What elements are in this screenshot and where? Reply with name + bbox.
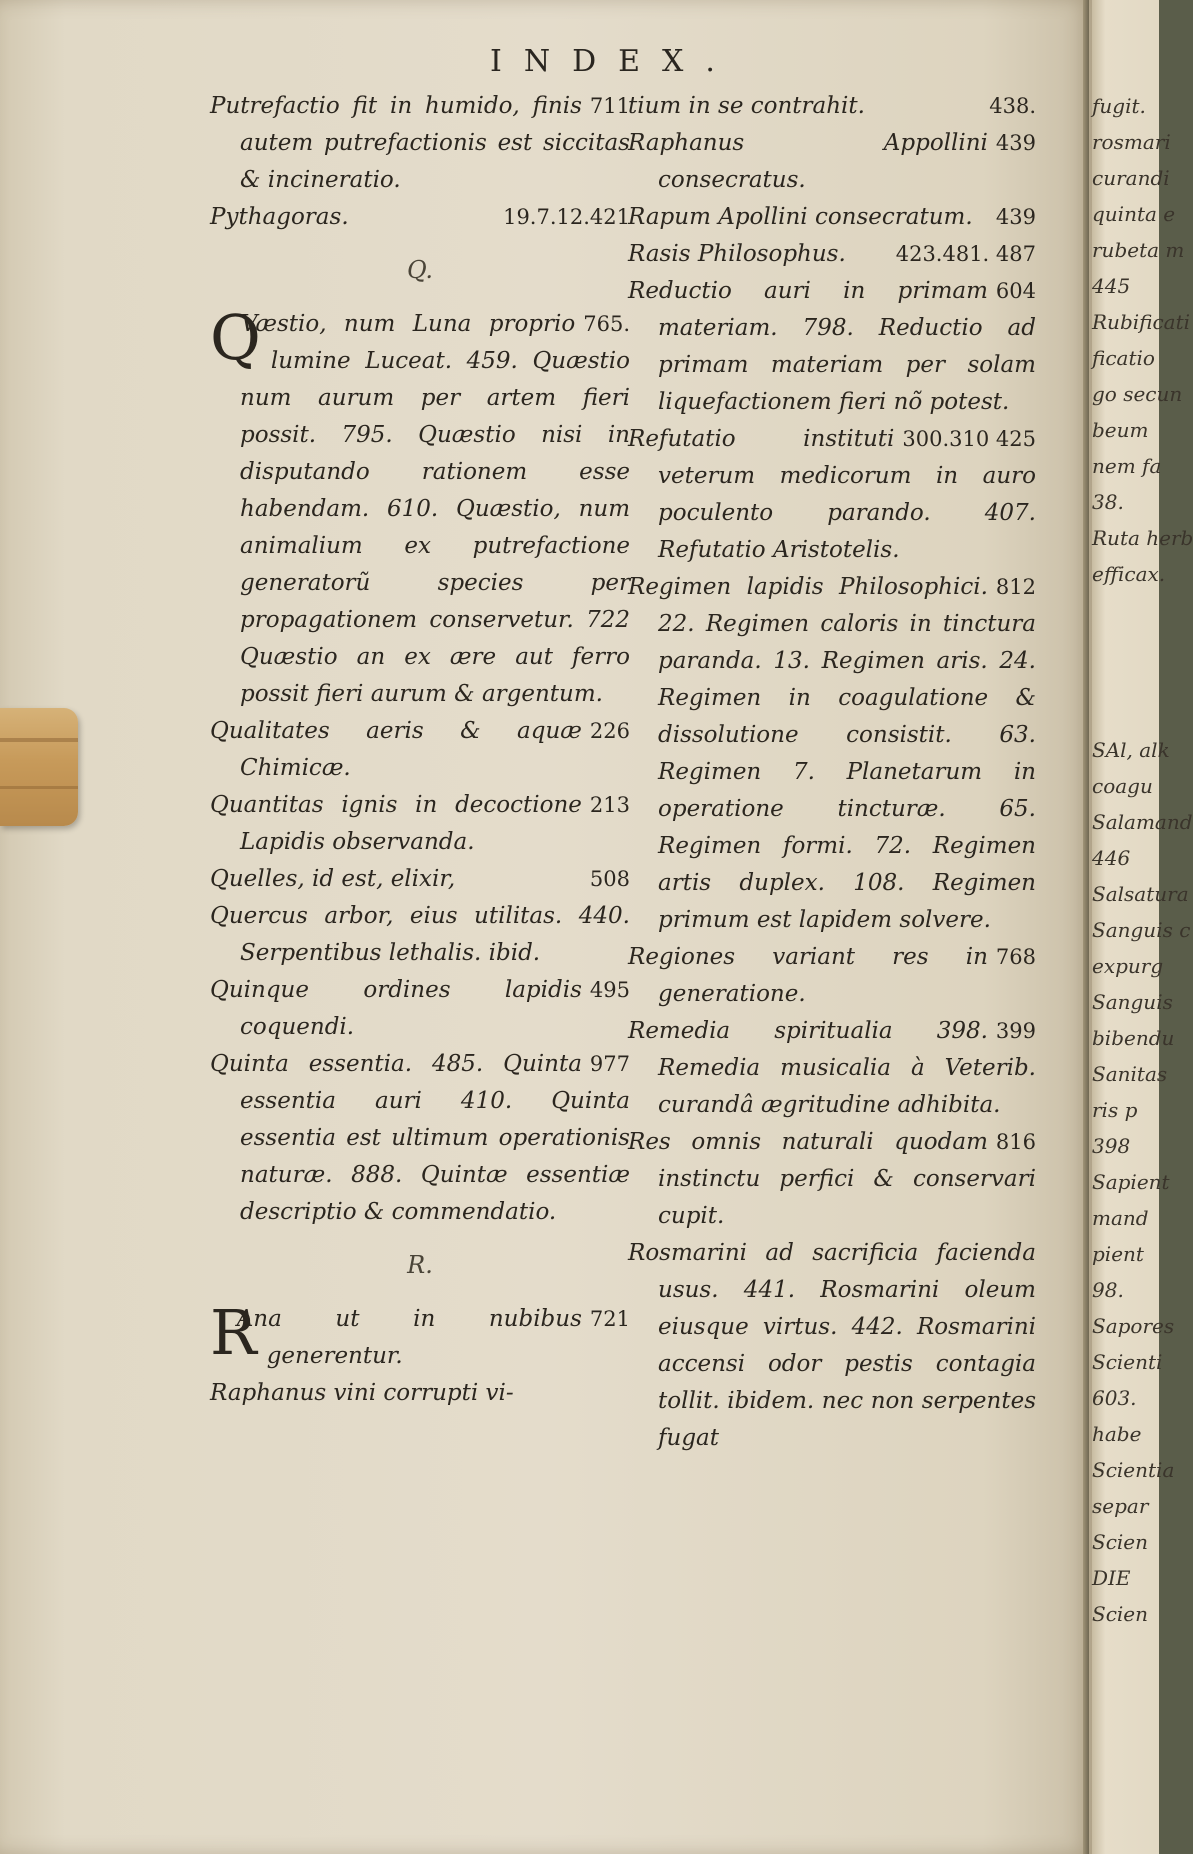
entry-text: Rasis Philosophus. — [628, 241, 846, 267]
index-entry — [628, 125, 1036, 199]
facing-page-line: DIE — [1092, 1566, 1131, 1590]
facing-page-line: nem fa — [1092, 454, 1162, 478]
entry-text: Remedia spiritualia 398. Remedia musicalia à Veterib. curandâ ægritudine adhibita. — [628, 1018, 1036, 1118]
index-entry — [210, 898, 630, 972]
facing-page-line: rosmari — [1092, 130, 1171, 154]
page-reference: 399 — [995, 1019, 1036, 1043]
index-entry — [210, 1296, 630, 1375]
page-reference: 19.7.12.421 — [503, 205, 630, 229]
entries-r-group — [210, 1296, 630, 1412]
facing-page-line: Sanguis c — [1092, 918, 1191, 942]
page-reference: 604 — [995, 279, 1036, 303]
facing-page-gap — [1070, 592, 1159, 732]
entry-text: Res omnis naturali quodam instinctu perfici & conservari cupit. — [628, 1129, 1036, 1229]
page-reference: 768 — [995, 945, 1036, 969]
facing-page-line: bibendu — [1092, 1026, 1175, 1050]
facing-page-line: 38. — [1092, 490, 1124, 514]
page-reference: 439 — [995, 205, 1036, 229]
left-column — [210, 88, 630, 1412]
entry-text: Rosmarini ad sacrificia facienda usus. 441. Rosmarini oleum eiusque virtus. 442. Rosmarini accensi odor pestis contagia tollit. ibidem. nec non serpentes fugat — [628, 1240, 1036, 1451]
facing-page-line: beum — [1092, 418, 1149, 442]
facing-page-column — [1070, 88, 1193, 1632]
facing-page-line: expurg — [1092, 954, 1164, 978]
index-entry — [628, 1124, 1036, 1235]
entry-text: Quinque ordines lapidis coquendi. — [210, 977, 582, 1040]
facing-page-line: go secun — [1092, 382, 1183, 406]
facing-page-line: pient — [1092, 1242, 1144, 1266]
page-reference: 816 — [995, 1130, 1036, 1154]
page-reference: 226 — [589, 719, 630, 743]
facing-page-line: Ruta herb — [1092, 526, 1193, 550]
facing-page-line: Salsatura — [1092, 882, 1189, 906]
index-entry — [210, 301, 630, 713]
index-entry — [210, 787, 630, 861]
page-reference: 721 — [589, 1307, 630, 1331]
facing-page-line: rubeta m — [1092, 238, 1185, 262]
entry-text: Quinta essentia. 485. Quinta essentia auri 410. Quinta essentia est ultimum operationis naturæ. 888. Quintæ essentiæ descriptio & commendatio. — [210, 1051, 630, 1225]
entry-text: Raphanus Appollini consecratus. — [628, 130, 988, 193]
entry-text: Quantitas ignis in decoctione Lapidis observanda. — [210, 792, 582, 855]
index-entry — [210, 861, 630, 898]
index-entry — [628, 88, 1036, 125]
index-entry — [628, 939, 1036, 1013]
entry-text: Qualitates aeris & aquæ Chimicæ. — [210, 718, 582, 781]
entries-p-group — [210, 88, 630, 236]
facing-page-line: Scien — [1092, 1530, 1149, 1554]
facing-page-line: ficatio — [1092, 346, 1155, 370]
entry-text: Regimen lapidis Philosophici. 22. Regimen caloris in tinctura paranda. 13. Regimen aris. 24. Regimen in coagulatione & dissolutione consistit. 63. Regimen 7. Planetarum in operatione tincturæ. 65. Regimen formi. 72. Regimen artis duplex. 108. Regimen primum est lapidem solvere. — [628, 574, 1036, 933]
index-entry — [210, 972, 630, 1046]
page-reference: 711 — [589, 94, 630, 118]
drop-cap: Q — [210, 301, 261, 374]
facing-page-line: 98. — [1092, 1278, 1124, 1302]
facing-page-line: 446 — [1092, 846, 1131, 870]
entry-text: Putrefactio fit in humido, finis autem putrefactionis est siccitas & incineratio. — [210, 93, 630, 193]
facing-page-line: Scienti — [1092, 1350, 1163, 1374]
facing-page-line: 445 — [1092, 274, 1131, 298]
section-letter-q: Q. — [406, 256, 434, 284]
page-reference: 439 — [995, 131, 1036, 155]
entry-text: Refutatio instituti veterum medicorum in auro poculento parando. 407. Refutatio Aristotelis. — [628, 426, 1036, 563]
facing-page-line: Scien — [1092, 1602, 1149, 1626]
index-entry — [210, 88, 630, 199]
facing-page-line: mand — [1092, 1206, 1149, 1230]
facing-page-line: fugit. — [1092, 94, 1146, 118]
entry-text: Rapum Apollini consecratum. — [628, 204, 973, 230]
section-letter-r: R. — [407, 1251, 433, 1279]
page-reference: 508 — [589, 867, 630, 891]
facing-page-line: habe — [1092, 1422, 1142, 1446]
page-reference: 977 — [589, 1052, 630, 1076]
facing-page-line: Sapient — [1092, 1170, 1170, 1194]
entry-text: Quelles, id est, elixir, — [210, 866, 456, 892]
facing-page-line: Rubificati — [1092, 310, 1191, 334]
page-reference: 438. — [989, 94, 1036, 118]
facing-page-line: 603. — [1092, 1386, 1137, 1410]
bookmark-tab — [0, 708, 78, 826]
facing-page-line: separ — [1092, 1494, 1149, 1518]
index-entry — [210, 199, 630, 236]
facing-page-line: ris p — [1092, 1098, 1138, 1122]
index-entry — [210, 713, 630, 787]
page-reference: 495 — [589, 978, 630, 1002]
index-entry — [628, 199, 1036, 236]
page-reference: 812 — [995, 575, 1036, 599]
right-column — [628, 88, 1036, 1457]
entry-text: Væstio, num Luna proprio lumine Luceat. 459. Quæstio num aurum per artem fieri possit. 795. Quæstio nisi in disputando rationem esse habendam. 610. Quæstio, num animalium ex putrefactione generatorũ species per propagationem conservetur. 722 Quæstio an ex ære aut ferro possit fieri aurum & argentum. — [240, 311, 630, 707]
entry-text: Reductio auri in primam materiam. 798. Reductio ad primam materiam per solam liquefactionem fieri nõ potest. — [628, 278, 1036, 415]
entry-text: Pythagoras. — [210, 204, 349, 230]
index-entry — [628, 236, 1036, 273]
entry-text: Quercus arbor, eius utilitas. 440. Serpentibus lethalis. ibid. — [210, 903, 630, 966]
entries-q-group — [210, 301, 630, 1231]
entry-text: Regiones variant res in generatione. — [628, 944, 988, 1007]
page-reference: 423.481. 487 — [895, 242, 1036, 266]
drop-cap: R — [210, 1296, 257, 1369]
facing-page-line: efficax. — [1092, 562, 1166, 586]
page-reference: 765. — [583, 312, 630, 336]
entry-text: Ana ut in nubibus generentur. — [236, 1306, 582, 1369]
page-reference: 300.310 425 — [902, 427, 1036, 451]
facing-page-lines-bottom — [1070, 732, 1193, 1632]
index-entry — [210, 1375, 630, 1412]
index-entry — [628, 421, 1036, 569]
facing-page-line: 398 — [1092, 1134, 1131, 1158]
facing-page-line: curandi — [1092, 166, 1170, 190]
entry-text: Raphanus vini corrupti vi- — [210, 1380, 514, 1406]
index-entry — [628, 569, 1036, 939]
facing-page-lines-top — [1070, 88, 1193, 592]
index-entry — [210, 1046, 630, 1231]
page-header: INDEX. — [490, 44, 737, 79]
facing-page-line: Sanitas — [1092, 1062, 1168, 1086]
entries-r-continued — [628, 88, 1036, 1457]
page-reference: 213 — [589, 793, 630, 817]
facing-page-line: SAl, alk — [1092, 738, 1170, 762]
facing-page-line: Scientia — [1092, 1458, 1175, 1482]
entry-text: tium in se contrahit. — [628, 93, 865, 119]
index-entry — [628, 273, 1036, 421]
facing-page-line: quinta e — [1092, 202, 1176, 226]
index-entry — [628, 1013, 1036, 1124]
facing-page-line: Sanguis — [1092, 990, 1173, 1014]
facing-page-line: Salamand — [1092, 810, 1193, 834]
index-entry — [628, 1235, 1036, 1457]
facing-page-line: coagu — [1092, 774, 1153, 798]
facing-page-line: Sapores — [1092, 1314, 1175, 1338]
